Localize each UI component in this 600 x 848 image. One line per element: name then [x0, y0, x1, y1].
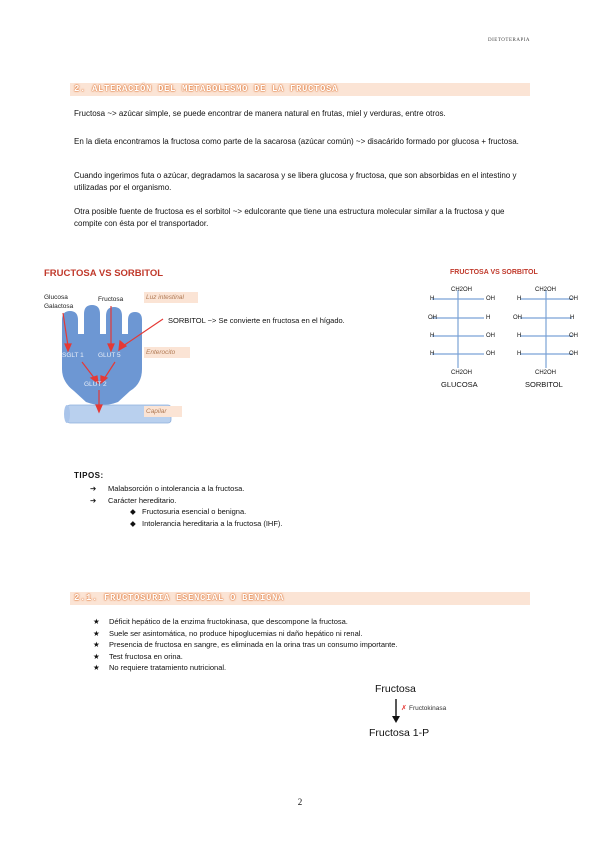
glucosa-top: CH2OH — [451, 287, 473, 293]
glucosa-r2-right: H — [486, 315, 491, 321]
section2-item: ★ Test fructosa en orina. — [93, 651, 183, 661]
pathway-top: Fructosa — [375, 683, 416, 695]
figure-left-title: FRUCTOSA VS SORBITOL — [44, 268, 164, 279]
sorbitol-r3-right: OH — [569, 333, 578, 339]
capilar-label: Capilar — [146, 408, 167, 415]
glut5-label: GLUT 5 — [98, 352, 121, 359]
star-icon: ★ — [93, 640, 100, 649]
glut2-label: GLUT 2 — [84, 381, 107, 388]
header-tag: DIETOTERAPIA — [487, 38, 530, 43]
sorbitol-r1-left: H — [517, 296, 522, 302]
sorbitol-r2-right: H — [570, 315, 575, 321]
glucosa-r4-left: H — [430, 351, 435, 357]
glucosa-r2-left: OH — [428, 315, 437, 321]
sorbitol-r2-left: OH — [513, 315, 522, 321]
sorbitol-top: CH2OH — [535, 287, 557, 293]
arrow-icon: ➔ — [90, 484, 97, 493]
sorbitol-r4-left: H — [517, 351, 522, 357]
section2-list — [93, 616, 398, 674]
luz-intestinal-label: Luz intestinal — [146, 294, 184, 301]
inhibition-icon: ✗ — [401, 705, 407, 712]
section-title: 2. ALTERACIÓN DEL METABOLISMO DE LA FRUCTOSA — [74, 84, 339, 94]
glucosa-name: GLUCOSA — [441, 380, 478, 389]
sglt1-label: SGLT 1 — [62, 352, 84, 359]
diamond-icon: ◆ — [130, 507, 136, 516]
tipos-item: ➔ Carácter hereditario. — [90, 495, 177, 505]
paragraph-3: Cuando ingerimos futa o azúcar, degradamos la sacarosa y se libera glucosa y fructosa, que son absorbidas en el intestino y utilizadas por el organismo. — [74, 171, 517, 192]
sorbitol-r1-right: OH — [569, 296, 578, 302]
paragraph-1: Fructosa ~> azúcar simple, se puede encontrar de manera natural en frutas, miel y verduras, entre otros. — [74, 109, 446, 118]
paragraph-2: En la dieta encontramos la fructosa como parte de la sacarosa (azúcar común) ~> disacárido formado por glucosa + fructosa. — [74, 137, 519, 146]
section2-item: ★ Suele ser asintomática, no produce hipoglucemias ni daño hepático ni renal. — [93, 628, 363, 638]
sorbitol-bottom: CH2OH — [535, 370, 557, 376]
star-icon: ★ — [93, 663, 100, 672]
sorbitol-name: SORBITOL — [525, 380, 563, 389]
page-number: 2 — [297, 797, 303, 807]
sorbitol-r3-left: H — [517, 333, 522, 339]
intestine-diagram — [40, 284, 410, 434]
star-icon: ★ — [93, 628, 100, 638]
tipos-list — [90, 483, 282, 529]
section2-item: ★ No requiere tratamiento nutricional. — [93, 663, 227, 672]
tipos-subitem: ◆ Intolerancia hereditaria a la fructosa (IHF). — [130, 518, 283, 528]
glucosa-r1-left: H — [430, 296, 435, 302]
glucosa-r3-right: OH — [486, 333, 495, 339]
glucosa-r1-right: OH — [486, 296, 495, 302]
tipos-heading: TIPOS: — [74, 471, 104, 480]
star-icon: ★ — [93, 651, 100, 661]
paragraph-4: Otra posible fuente de fructosa es el sorbitol ~> edulcorante que tiene una estructura molecular similar a la fructosa y que compite con ésta por el transportador. — [74, 207, 505, 228]
star-icon: ★ — [93, 617, 100, 626]
section2-title: 2.1. FRUCTOSURIA ESENCIAL O BENIGNA — [74, 593, 285, 603]
pathway-enzyme: Fructokinasa — [409, 705, 447, 712]
fructosa-label: Fructosa — [98, 296, 124, 303]
pathway-bottom: Fructosa 1-P — [369, 727, 430, 739]
fischer-projections — [420, 288, 590, 378]
sorbitol-note: SORBITOL ~> Se convierte en fructosa en el hígado. — [168, 316, 345, 325]
glucosa-bottom: CH2OH — [451, 370, 473, 376]
enterocito-label: Enterocito — [146, 349, 176, 356]
diamond-icon: ◆ — [130, 518, 136, 528]
section2-item: ★ Presencia de fructosa en sangre, es eliminada en la orina tras un consumo importante. — [93, 640, 398, 649]
glucosa-galactosa-label: Glucosa Galactosa — [44, 294, 74, 310]
tipos-subitem: ◆ Fructosuria esencial o benigna. — [130, 507, 247, 516]
glucosa-r3-left: H — [430, 333, 435, 339]
section2-item: ★ Déficit hepático de la enzima fructokinasa, que descompone la fructosa. — [93, 617, 348, 626]
sorbitol-r4-right: OH — [569, 351, 578, 357]
arrow-icon: ➔ — [90, 495, 97, 505]
glucosa-r4-right: OH — [486, 351, 495, 357]
tipos-item: ➔ Malabsorción o intolerancia a la fructosa. — [90, 484, 245, 493]
figure-right-title: FRUCTOSA VS SORBITOL — [450, 269, 538, 276]
